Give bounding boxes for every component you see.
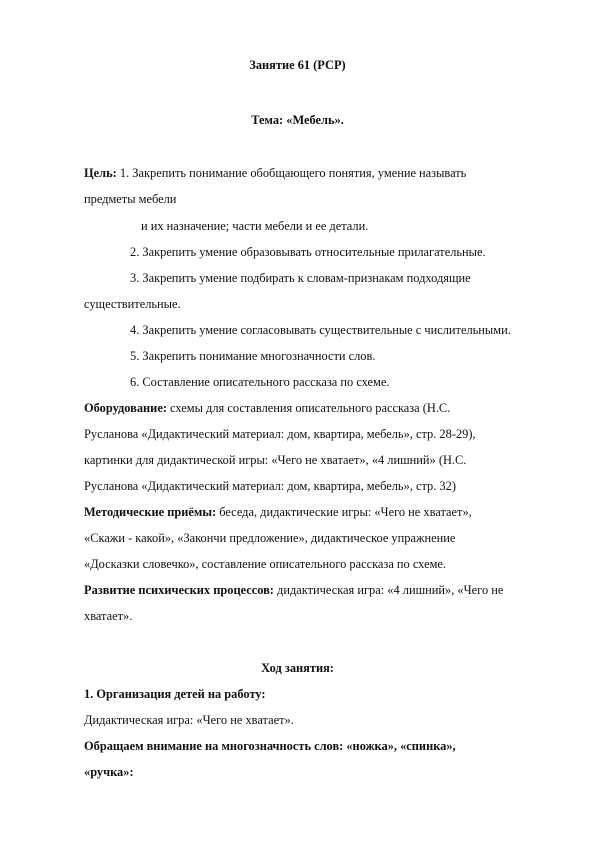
equipment-line-2: Русланова «Дидактический материал: дом, квартира, мебель», стр. 28-29),	[84, 427, 476, 441]
methods-label: Методические приёмы:	[84, 505, 217, 519]
methods-line-3: «Досказки словечко», составление описательного рассказа по схеме.	[84, 557, 447, 571]
equipment-line-1	[84, 401, 450, 416]
lesson-title: Занятие 61 (РСР)	[249, 58, 346, 72]
goal-5: 5. Закрепить понимание многозначности слов.	[130, 349, 376, 363]
methods-text: беседа, дидактические игры: «Чего не хватает»,	[216, 505, 472, 519]
equipment-text: схемы для составления описательного рассказа (Н.С.	[166, 401, 451, 415]
development-line-2: хватает».	[84, 609, 133, 623]
goal-3-line-2: существительные.	[84, 297, 181, 311]
goal-1-line-1	[84, 166, 466, 181]
goal-3-line-1: 3. Закрепить умение подбирать к словам-признакам подходящие	[130, 271, 471, 285]
goal-6: 6. Составление описательного рассказа по схеме.	[130, 375, 390, 389]
methods-line-1	[84, 505, 472, 520]
lesson-progress-heading: Ход занятия:	[261, 661, 334, 675]
lesson-topic: Тема: «Мебель».	[251, 113, 344, 127]
development-line-1	[84, 583, 503, 598]
goal-2: 2. Закрепить умение образовывать относительные прилагательные.	[130, 245, 486, 259]
development-text: дидактическая игра: «4 лишний», «Чего не	[273, 583, 504, 597]
goal-4: 4. Закрепить умение согласовывать существительные с числительными.	[130, 323, 511, 337]
section-1-heading: 1. Организация детей на работу:	[84, 687, 266, 701]
attention-line-2: «ручка»:	[84, 765, 134, 779]
goal-1-line-3: и их назначение; части мебели и ее детали.	[141, 219, 369, 233]
methods-line-2: «Скажи - какой», «Закончи предложение», дидактическое упражнение	[84, 531, 456, 545]
goal-1-text: 1. Закрепить понимание обобщающего понятия, умение называть	[116, 166, 467, 180]
goals-label: Цель:	[84, 166, 117, 180]
equipment-label: Оборудование:	[84, 401, 167, 415]
goal-1-line-2: предметы мебели	[84, 192, 177, 206]
development-label: Развитие психических процессов:	[84, 583, 274, 597]
game-line: Дидактическая игра: «Чего не хватает».	[84, 713, 294, 727]
equipment-line-4: Русланова «Дидактический материал: дом, квартира, мебель», стр. 32)	[84, 479, 456, 493]
equipment-line-3: картинки для дидактической игры: «Чего не хватает», «4 лишний» (Н.С.	[84, 453, 467, 467]
attention-line-1: Обращаем внимание на многозначность слов: «ножка», «спинка»,	[84, 739, 456, 753]
